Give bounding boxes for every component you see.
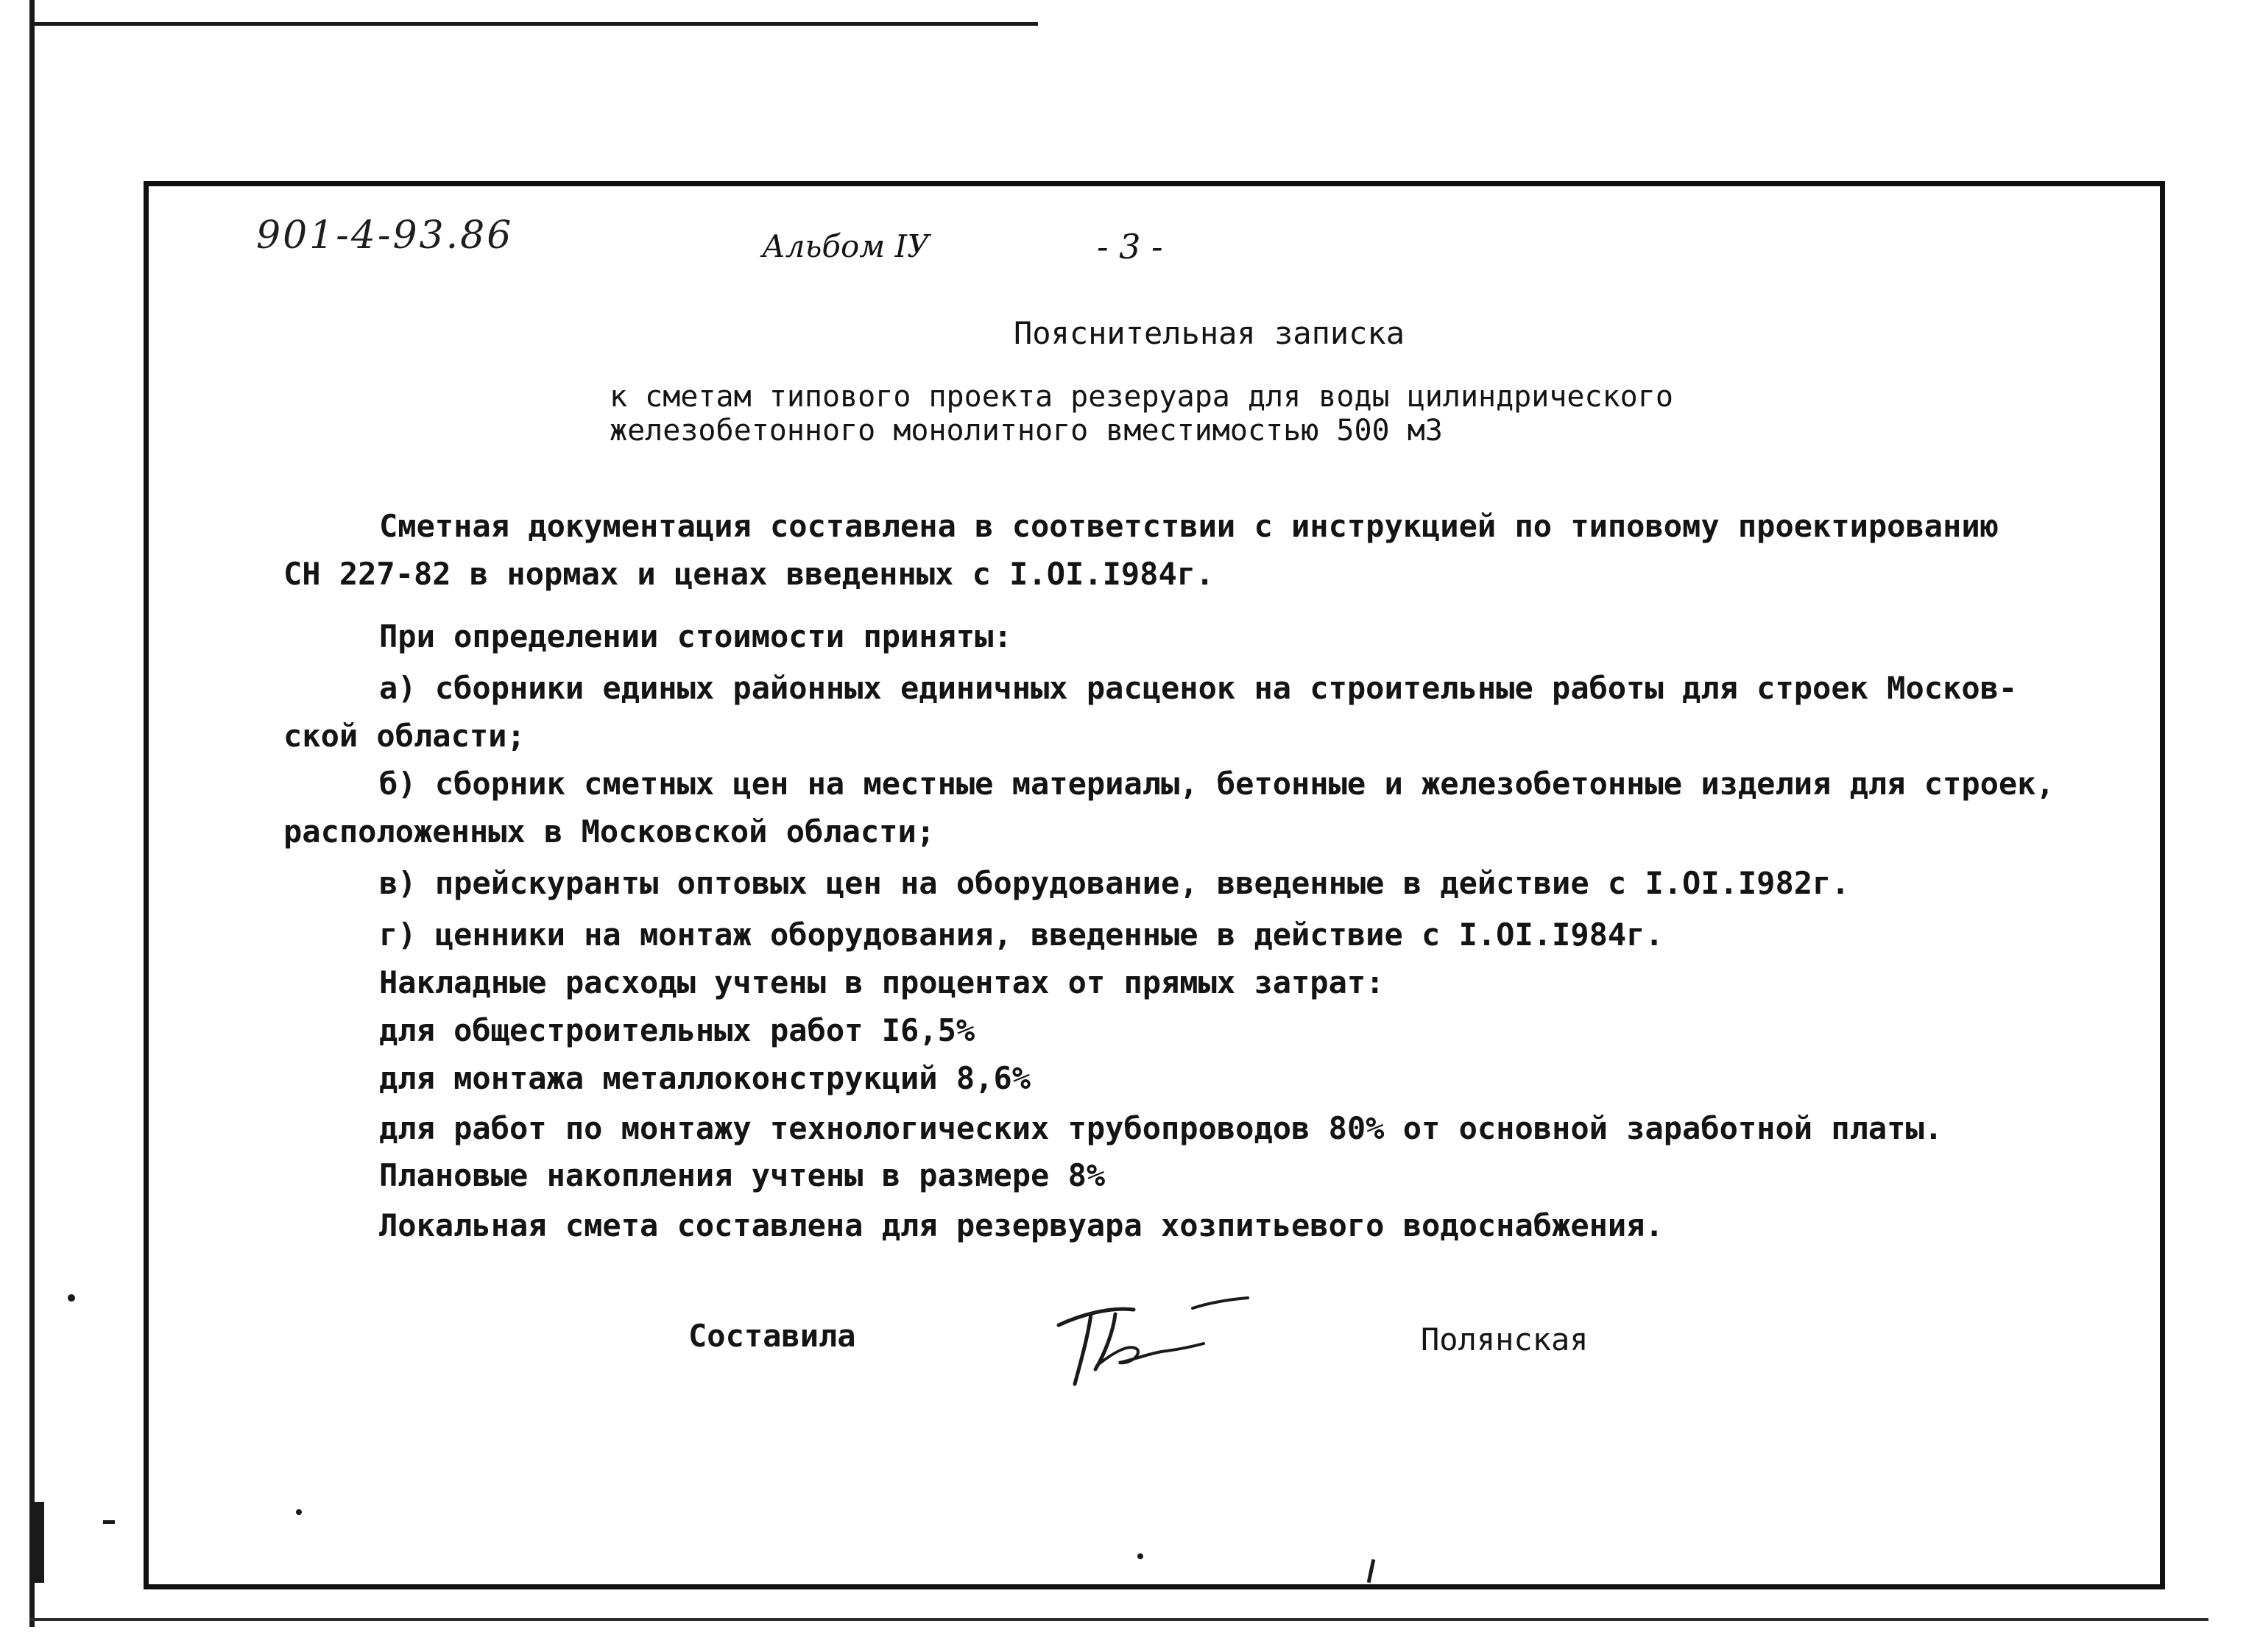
handwritten-signature	[1045, 1292, 1266, 1395]
paragraph-1-line-1: Сметная документация составлена в соответствии с инструкцией по типовому проектированию	[379, 508, 1999, 544]
subtitle-line-1: к сметам типового проекта резеруара для воды цилиндрического	[610, 380, 1673, 414]
sheet-top-edge	[29, 22, 1038, 26]
local-estimate: Локальная смета составлена для резервуара хозпитьевого водоснабжения.	[379, 1207, 1664, 1243]
subtitle-line-2: железобетонного монолитного вместимостью 500 м3	[610, 414, 1443, 448]
signatory-name: Полянская	[1421, 1321, 1589, 1358]
page-number: - 3 -	[1097, 227, 1163, 266]
item-a-line-2: ской области;	[283, 718, 526, 754]
planned-savings: Плановые накопления учтены в размере 8%	[379, 1157, 1106, 1193]
scan-mark	[68, 1294, 75, 1302]
item-a-line-1: а) сборники единых районных единичных расценок на строительные работы для строек Москов-	[379, 670, 2018, 706]
scan-mark	[103, 1520, 115, 1524]
overhead-pipes: для работ по монтажу технологических трубопроводов 80% от основной заработной платы.	[379, 1110, 1943, 1146]
item-g: г) ценники на монтаж оборудования, введенные в действие с I.OI.I984г.	[379, 917, 1664, 953]
overhead-intro: Накладные расходы учтены в процентах от прямых затрат:	[379, 964, 1385, 1000]
overhead-general: для общестроительных работ I6,5%	[379, 1012, 975, 1048]
sheet-bottom-edge	[29, 1618, 2208, 1621]
overhead-metal: для монтажа металлоконструкций 8,6%	[379, 1060, 1031, 1096]
album-label: Альбом IУ	[762, 228, 930, 264]
doc-number: 901-4-93.86	[256, 213, 514, 258]
page-title: Пояснительная записка	[1014, 315, 1405, 351]
item-b-line-1: б) сборник сметных цен на местные материалы, бетонные и железобетонные изделия для строек,	[379, 766, 2055, 802]
item-b-line-2: расположенных в Московской области;	[283, 813, 936, 850]
item-v: в) прейскуранты оптовых цен на оборудование, введенные в действие с I.OI.I982г.	[379, 865, 1850, 901]
signature-label: Составила	[688, 1318, 856, 1354]
scan-mark	[34, 1502, 44, 1583]
paragraph-2-intro: При определении стоимости приняты:	[379, 618, 1012, 654]
paragraph-1-line-2: СН 227-82 в нормах и ценах введенных с I.OI.I984г.	[283, 556, 1215, 592]
sheet-left-edge	[29, 0, 35, 1627]
